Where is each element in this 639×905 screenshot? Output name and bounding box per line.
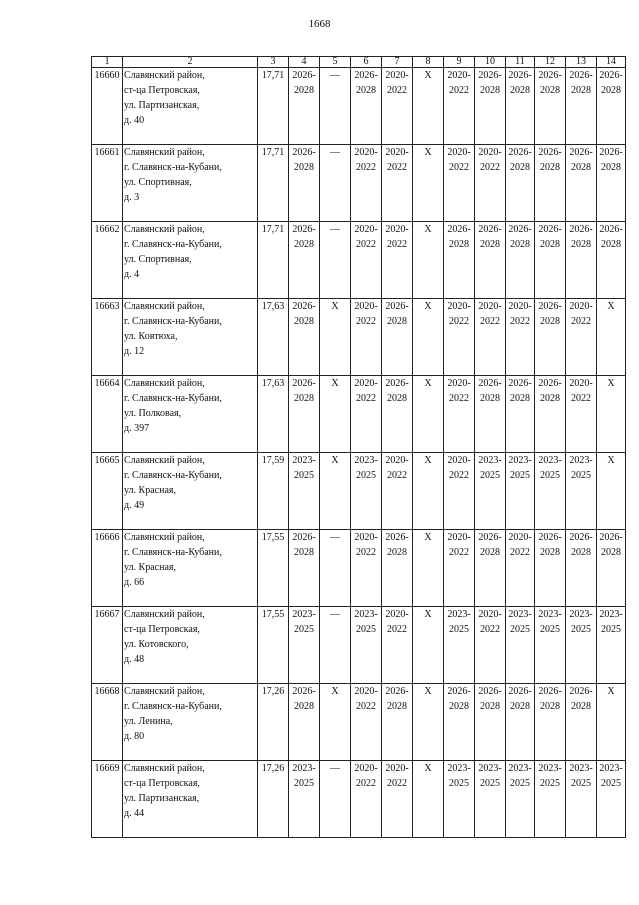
column-header: 8 <box>413 57 444 68</box>
period-cell: X <box>597 453 626 530</box>
period-cell: 2026- 2028 <box>535 684 566 761</box>
address-line: г. Славянск-на-Кубани, <box>124 701 222 712</box>
period-cell: 2026- 2028 <box>289 68 320 145</box>
period-cell: 2023- 2025 <box>597 607 626 684</box>
period-cell: 2020- 2022 <box>475 145 506 222</box>
period-cell: — <box>320 222 351 299</box>
period-cell: X <box>597 376 626 453</box>
column-header: 9 <box>444 57 475 68</box>
area-cell: 17,71 <box>258 145 289 222</box>
period-cell: 2020- 2022 <box>351 145 382 222</box>
period-cell: 2020- 2022 <box>566 299 597 376</box>
period-cell: 2026- 2028 <box>597 222 626 299</box>
column-header: 1 <box>92 57 123 68</box>
address-line: Славянский район, <box>124 147 205 158</box>
address-line: Славянский район, <box>124 609 205 620</box>
period-cell: 2026- 2028 <box>382 299 413 376</box>
address-line: Славянский район, <box>124 455 205 466</box>
period-cell: X <box>413 68 444 145</box>
period-cell: 2026- 2028 <box>444 684 475 761</box>
table-row <box>92 299 626 376</box>
address-line: д. 12 <box>124 346 145 357</box>
address-line: д. 48 <box>124 654 145 665</box>
area-cell: 17,55 <box>258 530 289 607</box>
period-cell: X <box>320 299 351 376</box>
address-cell <box>123 222 258 299</box>
address-line: Славянский район, <box>124 301 205 312</box>
table-row <box>92 607 626 684</box>
table-row <box>92 684 626 761</box>
address-line: Славянский район, <box>124 686 205 697</box>
period-cell: 2020- 2022 <box>444 530 475 607</box>
period-cell: X <box>413 530 444 607</box>
period-cell: 2026- 2028 <box>566 684 597 761</box>
period-cell: 2026- 2028 <box>535 68 566 145</box>
period-cell: 2020- 2022 <box>382 222 413 299</box>
period-cell: 2026- 2028 <box>597 68 626 145</box>
period-cell: 2026- 2028 <box>475 376 506 453</box>
area-cell: 17,71 <box>258 68 289 145</box>
period-cell: 2020- 2022 <box>382 607 413 684</box>
period-cell: 2020- 2022 <box>444 453 475 530</box>
period-cell: 2026- 2028 <box>506 145 535 222</box>
address-line: г. Славянск-на-Кубани, <box>124 162 222 173</box>
period-cell: 2023- 2025 <box>597 761 626 838</box>
period-cell: 2023- 2025 <box>475 453 506 530</box>
period-cell: 2026- 2028 <box>382 376 413 453</box>
column-header: 2 <box>123 57 258 68</box>
period-cell: 2026- 2028 <box>382 684 413 761</box>
address-line: г. Славянск-на-Кубани, <box>124 239 222 250</box>
record-number: 16661 <box>92 145 123 222</box>
address-line: ул. Спортивная, <box>124 177 192 188</box>
address-line: ул. Котовского, <box>124 639 189 650</box>
address-cell <box>123 145 258 222</box>
period-cell: 2020- 2022 <box>475 607 506 684</box>
address-line: ул. Партизанская, <box>124 793 200 804</box>
period-cell: 2026- 2028 <box>506 68 535 145</box>
period-cell: 2026- 2028 <box>475 684 506 761</box>
address-line: г. Славянск-на-Кубани, <box>124 393 222 404</box>
period-cell: 2023- 2025 <box>444 761 475 838</box>
column-header: 5 <box>320 57 351 68</box>
column-header: 7 <box>382 57 413 68</box>
period-cell: 2026- 2028 <box>566 222 597 299</box>
period-cell: 2026- 2028 <box>475 530 506 607</box>
address-line: д. 44 <box>124 808 145 819</box>
period-cell: — <box>320 68 351 145</box>
period-cell: — <box>320 607 351 684</box>
column-header: 10 <box>475 57 506 68</box>
address-line: д. 397 <box>124 423 150 434</box>
period-cell: 2020- 2022 <box>382 145 413 222</box>
address-line: Славянский район, <box>124 224 205 235</box>
period-cell: X <box>413 299 444 376</box>
address-line: д. 4 <box>124 269 140 280</box>
address-line: д. 49 <box>124 500 145 511</box>
period-cell: X <box>413 761 444 838</box>
table-row <box>92 376 626 453</box>
address-cell <box>123 684 258 761</box>
period-cell: 2020- 2022 <box>506 530 535 607</box>
period-cell: X <box>413 222 444 299</box>
table-row <box>92 222 626 299</box>
period-cell: 2020- 2022 <box>444 299 475 376</box>
record-number: 16667 <box>92 607 123 684</box>
table-row <box>92 453 626 530</box>
period-cell: 2026- 2028 <box>289 299 320 376</box>
period-cell: 2026- 2028 <box>351 68 382 145</box>
period-cell: X <box>320 376 351 453</box>
period-cell: X <box>413 684 444 761</box>
period-cell: 2020- 2022 <box>475 299 506 376</box>
period-cell: 2023- 2025 <box>535 453 566 530</box>
period-cell: X <box>413 453 444 530</box>
address-line: Славянский район, <box>124 70 205 81</box>
record-number: 16664 <box>92 376 123 453</box>
period-cell: 2026- 2028 <box>289 145 320 222</box>
address-line: ул. Полковая, <box>124 408 182 419</box>
page-number: 1668 <box>308 18 331 30</box>
area-cell: 17,26 <box>258 761 289 838</box>
period-cell: 2020- 2022 <box>382 453 413 530</box>
address-line: ул. Ленина, <box>124 716 173 727</box>
area-cell: 17,59 <box>258 453 289 530</box>
period-cell: 2026- 2028 <box>597 145 626 222</box>
table-row <box>92 68 626 145</box>
period-cell: X <box>320 684 351 761</box>
column-header: 11 <box>506 57 535 68</box>
period-cell: 2023- 2025 <box>506 761 535 838</box>
address-line: г. Славянск-на-Кубани, <box>124 547 222 558</box>
address-line: ст-ца Петровская, <box>124 624 200 635</box>
period-cell: 2023- 2025 <box>566 761 597 838</box>
address-cell <box>123 607 258 684</box>
period-cell: 2026- 2028 <box>535 145 566 222</box>
record-number: 16662 <box>92 222 123 299</box>
table-header <box>92 57 626 68</box>
period-cell: 2023- 2025 <box>475 761 506 838</box>
period-cell: 2026- 2028 <box>535 222 566 299</box>
address-cell <box>123 761 258 838</box>
period-cell: 2026- 2028 <box>506 684 535 761</box>
period-cell: 2020- 2022 <box>506 299 535 376</box>
address-line: ул. Красная, <box>124 562 176 573</box>
period-cell: 2026- 2028 <box>535 530 566 607</box>
period-cell: X <box>413 376 444 453</box>
period-cell: 2026- 2028 <box>566 145 597 222</box>
address-line: д. 66 <box>124 577 145 588</box>
housing-register-table <box>91 56 626 838</box>
column-header: 13 <box>566 57 597 68</box>
address-line: г. Славянск-на-Кубани, <box>124 470 222 481</box>
area-cell: 17,55 <box>258 607 289 684</box>
period-cell: 2026- 2028 <box>289 376 320 453</box>
period-cell: 2023- 2025 <box>444 607 475 684</box>
area-cell: 17,26 <box>258 684 289 761</box>
column-header: 6 <box>351 57 382 68</box>
record-number: 16666 <box>92 530 123 607</box>
period-cell: — <box>320 761 351 838</box>
address-cell <box>123 68 258 145</box>
period-cell: 2020- 2022 <box>444 376 475 453</box>
record-number: 16663 <box>92 299 123 376</box>
address-cell <box>123 376 258 453</box>
address-line: Славянский район, <box>124 532 205 543</box>
period-cell: 2023- 2025 <box>289 453 320 530</box>
period-cell: 2020- 2022 <box>351 299 382 376</box>
period-cell: 2023- 2025 <box>566 453 597 530</box>
address-line: Славянский район, <box>124 378 205 389</box>
table-row <box>92 530 626 607</box>
period-cell: 2026- 2028 <box>566 530 597 607</box>
period-cell: 2020- 2022 <box>351 222 382 299</box>
period-cell: 2026- 2028 <box>597 530 626 607</box>
period-cell: 2023- 2025 <box>535 761 566 838</box>
address-line: ул. Красная, <box>124 485 176 496</box>
period-cell: 2026- 2028 <box>535 376 566 453</box>
period-cell: 2023- 2025 <box>351 453 382 530</box>
address-cell <box>123 299 258 376</box>
address-line: д. 3 <box>124 192 140 203</box>
address-line: г. Славянск-на-Кубани, <box>124 316 222 327</box>
period-cell: 2020- 2022 <box>351 376 382 453</box>
table-body <box>92 68 626 838</box>
period-cell: 2020- 2022 <box>444 145 475 222</box>
address-cell <box>123 530 258 607</box>
period-cell: 2026- 2028 <box>475 222 506 299</box>
period-cell: 2020- 2022 <box>382 68 413 145</box>
address-line: ст-ца Петровская, <box>124 778 200 789</box>
period-cell: 2026- 2028 <box>289 530 320 607</box>
column-header: 14 <box>597 57 626 68</box>
period-cell: 2020- 2022 <box>444 68 475 145</box>
period-cell: X <box>413 145 444 222</box>
address-line: ул. Спортивная, <box>124 254 192 265</box>
period-cell: 2026- 2028 <box>506 222 535 299</box>
period-cell: 2026- 2028 <box>382 530 413 607</box>
area-cell: 17,71 <box>258 222 289 299</box>
period-cell: X <box>320 453 351 530</box>
period-cell: 2020- 2022 <box>351 530 382 607</box>
period-cell: X <box>597 684 626 761</box>
period-cell: 2023- 2025 <box>535 607 566 684</box>
address-line: Славянский район, <box>124 763 205 774</box>
address-line: д. 80 <box>124 731 145 742</box>
period-cell: 2026- 2028 <box>566 68 597 145</box>
period-cell: 2020- 2022 <box>351 684 382 761</box>
area-cell: 17,63 <box>258 376 289 453</box>
record-number: 16660 <box>92 68 123 145</box>
period-cell: 2023- 2025 <box>506 453 535 530</box>
period-cell: 2026- 2028 <box>444 222 475 299</box>
address-cell <box>123 453 258 530</box>
address-line: ст-ца Петровская, <box>124 85 200 96</box>
period-cell: 2023- 2025 <box>289 761 320 838</box>
period-cell: 2026- 2028 <box>289 684 320 761</box>
period-cell: 2023- 2025 <box>351 607 382 684</box>
period-cell: 2023- 2025 <box>506 607 535 684</box>
column-header: 12 <box>535 57 566 68</box>
table-row <box>92 761 626 838</box>
period-cell: 2026- 2028 <box>535 299 566 376</box>
period-cell: 2023- 2025 <box>566 607 597 684</box>
period-cell: 2026- 2028 <box>506 376 535 453</box>
record-number: 16668 <box>92 684 123 761</box>
period-cell: X <box>413 607 444 684</box>
period-cell: 2026- 2028 <box>475 68 506 145</box>
period-cell: 2020- 2022 <box>351 761 382 838</box>
area-cell: 17,63 <box>258 299 289 376</box>
record-number: 16669 <box>92 761 123 838</box>
address-line: д. 40 <box>124 115 145 126</box>
address-line: ул. Ковтюха, <box>124 331 178 342</box>
period-cell: — <box>320 145 351 222</box>
address-line: ул. Партизанская, <box>124 100 200 111</box>
column-header: 3 <box>258 57 289 68</box>
period-cell: 2026- 2028 <box>289 222 320 299</box>
period-cell: 2020- 2022 <box>566 376 597 453</box>
period-cell: — <box>320 530 351 607</box>
table-row <box>92 145 626 222</box>
period-cell: 2020- 2022 <box>382 761 413 838</box>
period-cell: X <box>597 299 626 376</box>
period-cell: 2023- 2025 <box>289 607 320 684</box>
column-header: 4 <box>289 57 320 68</box>
record-number: 16665 <box>92 453 123 530</box>
